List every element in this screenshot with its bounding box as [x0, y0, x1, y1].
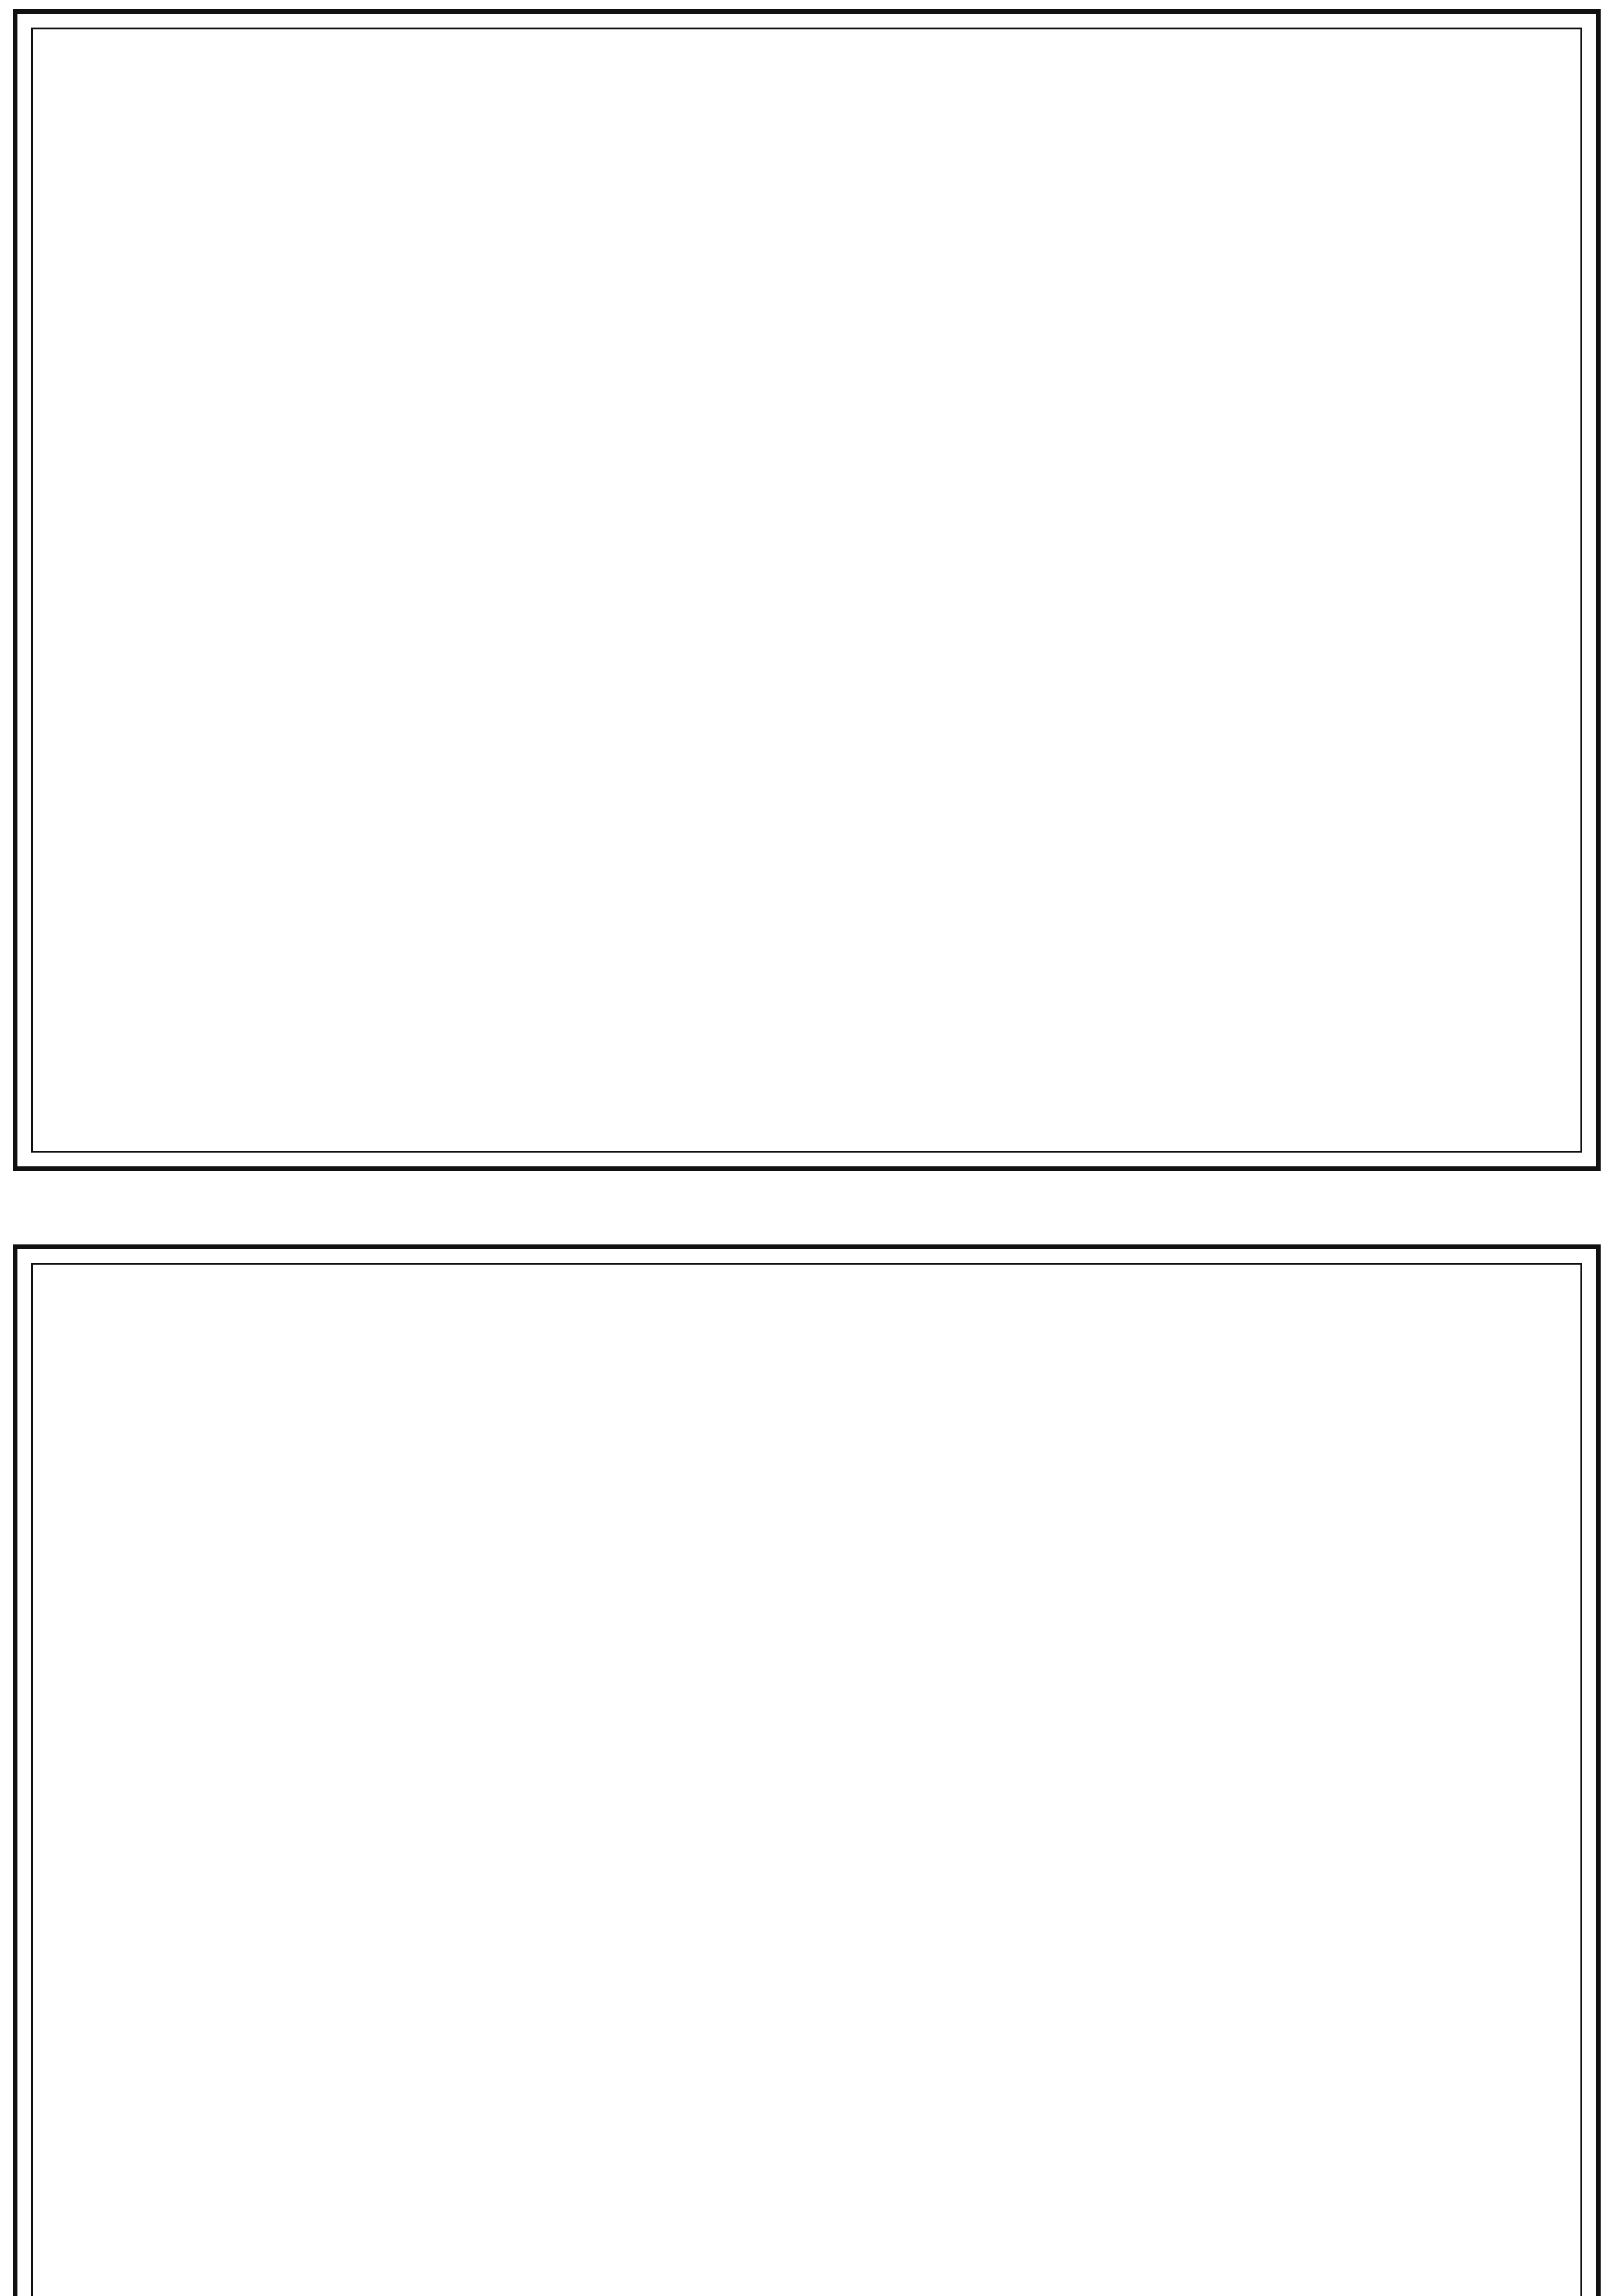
top-page	[13, 9, 1601, 1171]
bottom-page-text-frame	[31, 1263, 1582, 2296]
bottom-page	[13, 1244, 1601, 2296]
top-page-text-frame	[31, 28, 1582, 1153]
